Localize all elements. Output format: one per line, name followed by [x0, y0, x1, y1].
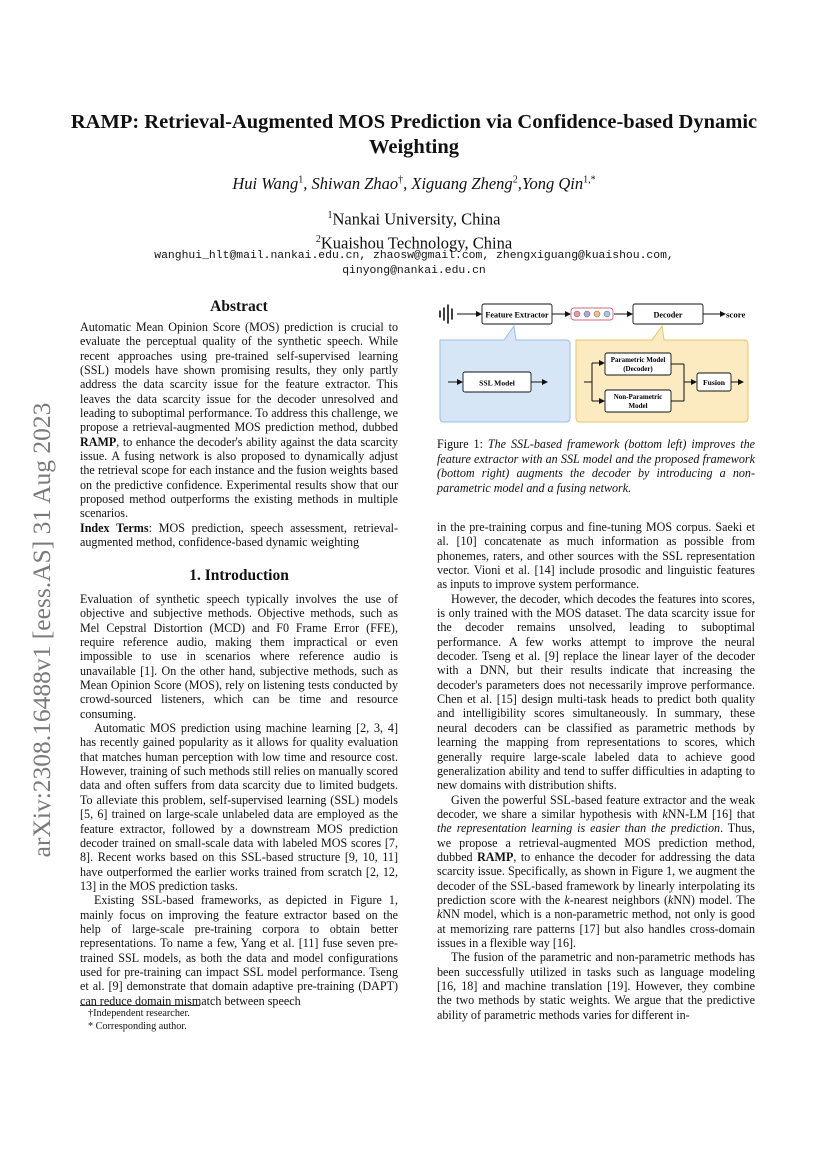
embedding-dot [604, 311, 610, 317]
arxiv-id: arXiv:2308.16488v1 [eess.AS] 31 Aug 2023 [27, 402, 56, 858]
abstract-heading: Abstract [210, 298, 268, 315]
waveform-icon [440, 305, 452, 323]
author-emails [70, 249, 758, 278]
paper-title: RAMP: Retrieval-Augmented MOS Prediction via Confidence-based Dynamic Weighting [70, 111, 758, 158]
ssl-model-label: SSL Model [479, 378, 515, 388]
affiliation-name: Kuaishou Technology, China [320, 233, 513, 252]
author-mark: 1 [298, 174, 304, 186]
text-run: Given the powerful SSL-based feature extractor and the weak decoder, we share a similar hypothesis with [437, 792, 755, 821]
affiliations [70, 206, 758, 253]
fusion-label: Fusion [703, 378, 725, 387]
math-k: k [437, 907, 443, 922]
footnote: * Corresponding author. [88, 1021, 187, 1032]
author-list: Hui Wang$^1$, Shiwan Zhao†, Xiguang Zheng$^2$,Yong Qin$^{1,*}$ [232, 174, 596, 193]
text-run: . Thus, we propose a retrieval-augmented MOS prediction method, dubbed [437, 821, 756, 864]
arxiv-sidebar [22, 350, 62, 910]
intro-right-column [437, 520, 755, 1022]
feature-extractor-label: Feature Extractor [485, 310, 549, 320]
author-name: Yong Qin [521, 174, 584, 193]
score-label: score [726, 309, 746, 320]
caption-text: The SSL-based framework (bottom left) improves the feature extractor with an SSL model and the proposed framework (bottom right) augments the decoder by introducing a non-parametric model and a fusing network. [437, 437, 755, 495]
paragraph: Evaluation of synthetic speech typically involves the use of objective and subjective methods. Objective methods, such as Mel Cepstral Distortion (MCD) and F0 Frame Error (FFE), require reference audio, making them impractical or even impossible to use in scenarios where reference audio is unavailable [1]. On the other hand, subjective methods, such as Mean Opinion Score (MOS), rely on listening tests conducted by crowd-sourced listeners, which can be time and resource consuming. [80, 592, 398, 721]
author-mark: 1,* [583, 174, 596, 186]
decoder-label: Decoder [653, 310, 683, 320]
index-terms-label: Index Terms [80, 520, 149, 535]
paragraph: The fusion of the parametric and non-parametric methods has been successfully utilized in tasks such as language modeling [16, 18] and machine translation [19]. However, they combine the two methods by static weights. We argue that the predictive ability of parametric methods varies for different in- [437, 950, 755, 1022]
author-mark: 2 [512, 174, 518, 186]
nonparametric-model-label: Non-Parametric [613, 393, 663, 401]
footnote-rule [80, 1005, 200, 1006]
affiliation-name: Nankai University, China [332, 209, 501, 229]
emphasis: the representation learning is easier than the prediction [437, 821, 721, 836]
abstract-text: , to enhance the decoder's ability against the data scarcity issue. A fusing network is also proposed to dynamically adjust the retrieval scope for each instance and the fusion weights based on the predictive confidence. Experimental results show that our proposed method outperforms the existing methods in multiple scenarios. [80, 434, 398, 521]
intro-left-column [80, 592, 398, 1008]
text-run: NN) model. The [673, 892, 755, 907]
affiliation-mark: 2 [315, 233, 321, 245]
parametric-model-sublabel: (Decoder) [623, 365, 653, 373]
paragraph: Automatic MOS prediction using machine learning [2, 3, 4] has recently gained popularity as it allows for quality evaluation that matches human perception with low time and resource cost. However, training of such methods still relies on manually scored data and often suffers from data scarcity due to limited budgets. To alleviate this problem, self-supervised learning (SSL) models [5, 6] trained on large-scale unlabeled data are employed as the feature extractor, followed by a downstream MOS prediction decoder trained on small-scale data with labeled MOS scores [7, 8]. Recent works based on this SSL-based structure [9, 10, 11] have outperformed the earlier works trained from scratch [2, 12, 13] in the MOS prediction tasks. [80, 721, 398, 893]
abstract-body [80, 320, 398, 550]
affiliation-mark: 1 [327, 210, 333, 221]
section-heading: 1. Introduction [189, 567, 289, 584]
figure-1-diagram [436, 298, 754, 426]
paragraph: in the pre-training corpus and fine-tuning MOS corpus. Saeki et al. [10] concatenate as much information as possible from phonemes, raters, and other sources with the SSL representation vector. Vioni et al. [14] include prosodic and linguistic features as inputs to improve system performance. [437, 520, 755, 592]
paragraph: However, the decoder, which decodes the features into scores, is only trained with the MOS dataset. The data scarcity issue for the decoder remains unsolved, leading to suboptimal performance. A few works attempt to improve the neural decoder. Tseng et al. [9] replace the linear layer of the decoder with a DNN, but their results indicate that increasing the decoder's parameters does not necessarily improve performance. Chen et al. [15] design multi-task heads to predict both quality and intelligibility scores simultaneously. In summary, these neural decoders can be classified as parametric methods by learning the mapping from representations to scores, which generally require large-scale labeled data to achieve good generalization ability and tend to suffer difficulties in adapting to new domains with distribution shifts. [437, 591, 755, 793]
footnote: †Independent researcher. [88, 1008, 190, 1019]
index-terms: : MOS prediction, speech assessment, retrieval-augmented method, confidence-based dynamic weighting [80, 520, 398, 550]
embedding-dot [584, 311, 590, 317]
paragraph: Existing SSL-based frameworks, as depicted in Figure 1, mainly focus on improving the feature extractor based on the help of large-scale pre-training corpora to obtain better representations. To name a few, Yang et al. [11] fuse seven pre-trained SSL models, as both the data and model configurations used for pre-training can impact SSL model performance. Tseng et al. [9] demonstrate that domain adaptive pre-training (DAPT) can reduce domain mismatch between speech [80, 893, 398, 1008]
text-run: , to enhance the decoder for addressing the data scarcity issue. Specifically, as shown in Figure 1, we augment the decoder of the SSL-based framework by linearly interpolating its prediction score with the [437, 849, 755, 907]
embedding-dot [574, 311, 580, 317]
email-line: wanghui_hlt@mail.nankai.edu.cn, zhaosw@gmail.com, zhengxiguang@kuaishou.com, [154, 250, 674, 262]
figure-caption [437, 437, 755, 495]
author-name: Xiguang Zheng [411, 174, 513, 193]
abstract-text: Automatic Mean Opinion Score (MOS) prediction is crucial to evaluate the perceptual quality of the synthetic speech. While recent approaches using pre-trained self-supervised learning (SSL) models have shown promising results, they only partly address the data scarcity issue for the feature extractor. This leaves the data scarcity issue for the decoder unresolved and leading to suboptimal performance. To address this challenge, we propose a retrieval-augmented MOS prediction method, dubbed [80, 320, 398, 435]
author-name: Shiwan Zhao [311, 174, 399, 193]
embedding-dot [594, 311, 600, 317]
text-run: NN model, which is a non-parametric method, not only is good at memorizing rare patterns [17] but also handles cross-domain issues in a flexible way [16]. [437, 907, 755, 950]
author-mark: † [398, 174, 404, 186]
caption-label: Figure 1: [437, 437, 488, 451]
math-k: k [662, 806, 668, 821]
math-k: k [564, 892, 570, 907]
affiliation [70, 206, 758, 230]
nonparametric-model-sublabel: Model [628, 402, 648, 410]
email-line: qinyong@nankai.edu.cn [342, 264, 486, 277]
paragraph [437, 793, 755, 951]
text-run: NN-LM [16] that [667, 806, 755, 821]
parametric-model-label: Parametric Model [610, 356, 666, 364]
method-name: RAMP [477, 849, 514, 864]
text-run: -nearest neighbors ( [569, 892, 669, 907]
math-k: k [668, 892, 674, 907]
method-name: RAMP [80, 434, 117, 449]
author-name: Hui Wang [232, 174, 299, 193]
